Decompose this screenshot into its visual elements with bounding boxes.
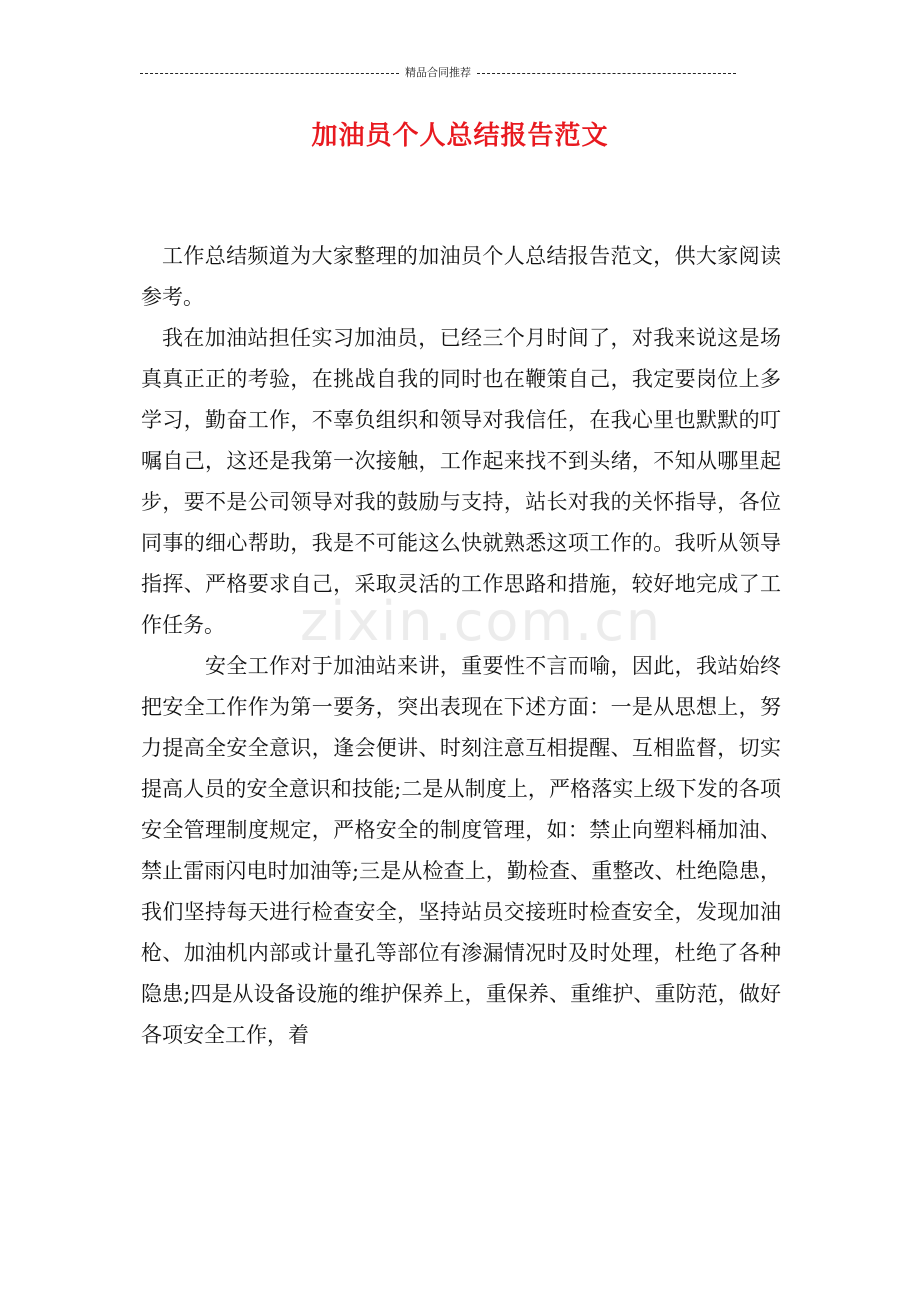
header-dash-left bbox=[140, 73, 399, 74]
header-dash-right bbox=[477, 73, 736, 74]
header-label: 精品合同推荐 bbox=[405, 66, 471, 79]
watermark: zixin.com.cn bbox=[300, 590, 663, 653]
paragraph-experience: 我在加油站担任实习加油员，已经三个月时间了，对我来说这是场真真正正的考验，在挑战自我的同时也在鞭策自己，我定要岗位上多学习，勤奋工作，不辜负组织和领导对我信任，在我心里也默默的叮嘱自己，这还是我第一次接触，工作起来找不到头绪，不知从哪里起步，要不是公司领导对我的鼓励与支持，站长对我的关怀指导，各位同事的细心帮助，我是不可能这么快就熟悉这项工作的。我听从领导指挥、严格要求自己，采取灵活的工作思路和措施，较好地完成了工作任务。 bbox=[141, 326, 781, 637]
paragraph-intro: 工作总结频道为大家整理的加油员个人总结报告范文，供大家阅读参考。 bbox=[141, 244, 781, 309]
document-title: 加油员个人总结报告范文 bbox=[311, 121, 609, 151]
page-header bbox=[140, 66, 736, 80]
paragraph-safety: 安全工作对于加油站来讲，重要性不言而喻，因此，我站始终把安全工作作为第一要务，突出表现在下述方面：一是从思想上，努力提高全安全意识，逢会便讲、时刻注意互相提醒、互相监督，切实提高人员的安全意识和技能;二是从制度上，严格落实上级下发的各项安全管理制度规定，严格安全的制度管理，如：禁止向塑料桶加油、禁止雷雨闪电时加油等;三是从检查上，勤检查、重整改、杜绝隐患，我们坚持每天进行检查安全，坚持站员交接班时检查安全，发现加油枪、加油机内部或计量孔等部位有渗漏情况时及时处理，杜绝了各种隐患;四是从设备设施的维护保养上，重保养、重维护、重防范，做好各项安全工作，着 bbox=[141, 654, 781, 1047]
document-body bbox=[141, 236, 781, 1056]
